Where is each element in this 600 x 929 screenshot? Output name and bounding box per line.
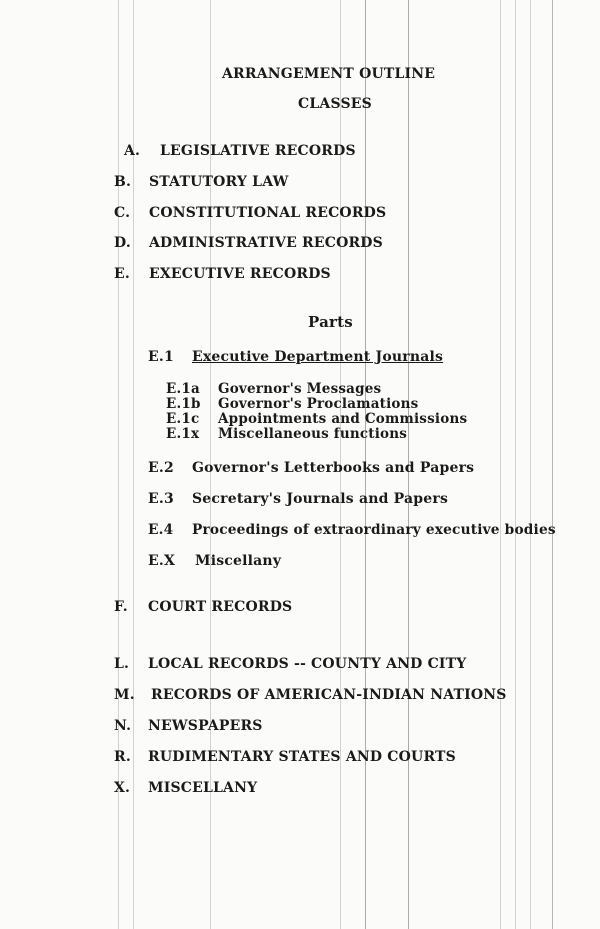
subpart-e1x: E.1x Miscellaneous functions — [166, 426, 408, 442]
class-m: M. RECORDS OF AMERICAN-INDIAN NATIONS — [114, 687, 507, 703]
class-d: D. ADMINISTRATIVE RECORDS — [114, 235, 383, 251]
class-e: E. EXECUTIVE RECORDS — [114, 266, 331, 282]
part-e4: E.4 Proceedings of extraordinary executive bodies — [148, 522, 556, 538]
part-e2: E.2 Governor's Letterbooks and Papers — [148, 460, 475, 476]
class-l: L. LOCAL RECORDS -- COUNTY AND CITY — [114, 656, 467, 672]
subpart-e1b: E.1b Governor's Proclamations — [166, 396, 419, 412]
class-n: N. NEWSPAPERS — [114, 718, 263, 734]
subpart-e1c: E.1c Appointments and Commissions — [166, 411, 468, 427]
class-b: B. STATUTORY LAW — [114, 174, 289, 190]
part-e3: E.3 Secretary's Journals and Papers — [148, 491, 449, 507]
class-r: R. RUDIMENTARY STATES AND COURTS — [114, 749, 456, 765]
class-x: X. MISCELLANY — [114, 780, 258, 796]
subpart-e1a: E.1a Governor's Messages — [166, 381, 382, 397]
part-ex: E.X Miscellany — [148, 553, 282, 569]
class-f: F. COURT RECORDS — [114, 599, 293, 615]
class-c: C. CONSTITUTIONAL RECORDS — [114, 205, 387, 221]
parts-heading: Parts — [308, 313, 353, 331]
class-a: A. LEGISLATIVE RECORDS — [124, 143, 356, 159]
page-subtitle: CLASSES — [298, 96, 372, 112]
page-title: ARRANGEMENT OUTLINE — [222, 66, 436, 82]
part-e1: E.1 Executive Department Journals — [148, 349, 444, 365]
